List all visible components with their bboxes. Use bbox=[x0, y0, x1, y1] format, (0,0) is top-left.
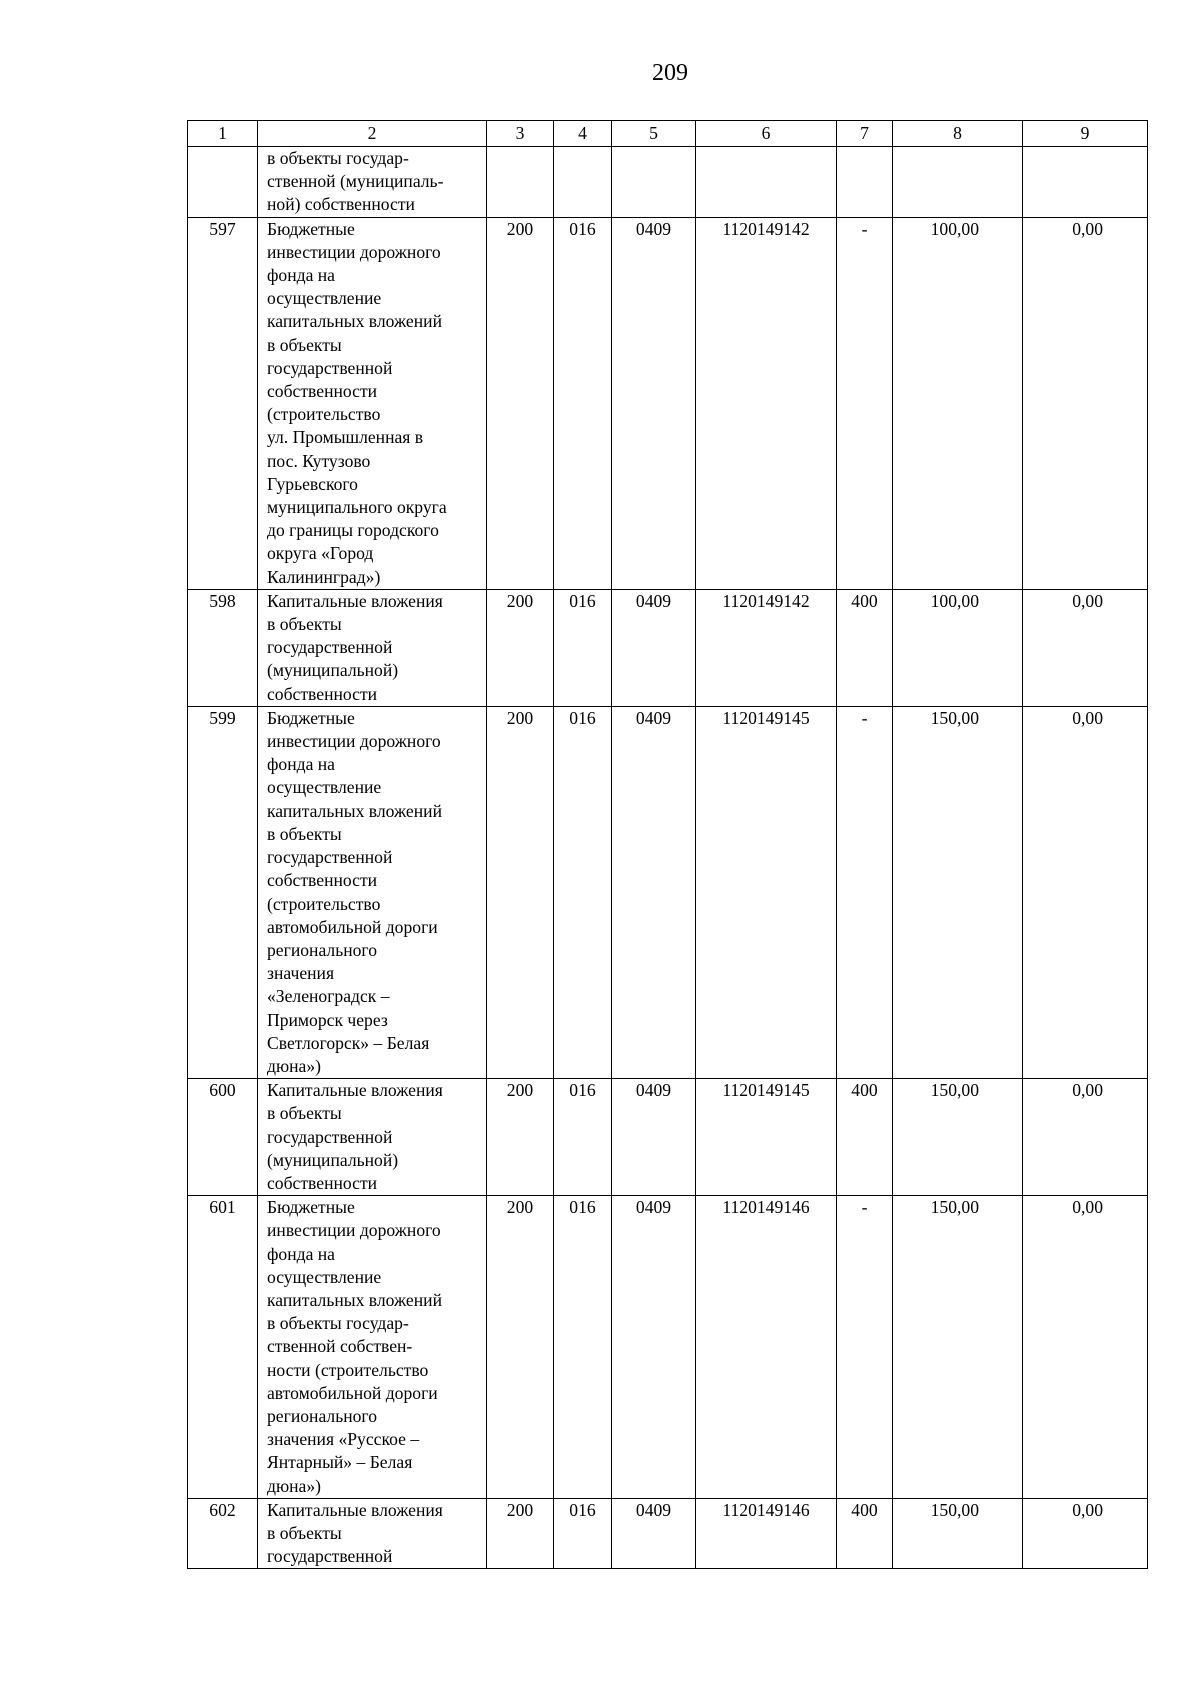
code-cell: 0409 bbox=[612, 706, 696, 1078]
description-line: дюна») bbox=[267, 1475, 321, 1496]
code-cell: 200 bbox=[487, 706, 554, 1078]
column-header: 7 bbox=[837, 121, 893, 147]
description-line: в объекты государ- bbox=[267, 1313, 409, 1334]
code-cell: 1120149145 bbox=[696, 1079, 837, 1196]
code-cell: 0409 bbox=[612, 1079, 696, 1196]
description-line: дюна») bbox=[267, 1055, 321, 1076]
description-line: инвестиции дорожного bbox=[267, 241, 441, 262]
code-cell: 016 bbox=[554, 1498, 612, 1569]
code-cell: 400 bbox=[837, 1079, 893, 1196]
row-description bbox=[258, 1079, 487, 1196]
row-number: 601 bbox=[188, 1196, 258, 1499]
amount-cell: 150,00 bbox=[893, 706, 1023, 1078]
description-line: ственной (муниципаль- bbox=[267, 171, 444, 192]
description-line: осуществление bbox=[267, 777, 382, 798]
description-line: Капитальные вложения bbox=[267, 590, 443, 611]
code-cell bbox=[612, 147, 696, 218]
page-number: 209 bbox=[652, 60, 688, 86]
description-line: фонда на bbox=[267, 1243, 335, 1264]
description-line: собственности bbox=[267, 870, 378, 891]
description-line: Приморск через bbox=[267, 1009, 388, 1030]
description-line: государственной bbox=[267, 1126, 393, 1147]
description-line: государственной bbox=[267, 357, 393, 378]
code-cell: 1120149145 bbox=[696, 706, 837, 1078]
code-cell: 200 bbox=[487, 1196, 554, 1499]
amount-cell: 100,00 bbox=[893, 217, 1023, 589]
description-line: Капитальные вложения bbox=[267, 1080, 443, 1101]
description-line: Бюджетные bbox=[267, 218, 355, 239]
amount-cell: 0,00 bbox=[1023, 589, 1148, 706]
column-header: 5 bbox=[612, 121, 696, 147]
description-line: ной) собственности bbox=[267, 194, 415, 215]
code-cell: 200 bbox=[487, 589, 554, 706]
description-line: фонда на bbox=[267, 265, 335, 286]
code-cell bbox=[487, 147, 554, 218]
description-line: до границы городского bbox=[267, 520, 439, 541]
description-line: автомобильной дороги bbox=[267, 1382, 438, 1403]
description-line: ности (строительство bbox=[267, 1359, 429, 1380]
code-cell: 016 bbox=[554, 589, 612, 706]
description-line: значения «Русское – bbox=[267, 1429, 420, 1450]
amount-cell: 0,00 bbox=[1023, 1079, 1148, 1196]
code-cell: 0409 bbox=[612, 1498, 696, 1569]
amount-cell: 0,00 bbox=[1023, 217, 1148, 589]
description-line: (муниципальной) bbox=[267, 660, 399, 681]
row-number: 597 bbox=[188, 217, 258, 589]
amount-cell: 150,00 bbox=[893, 1498, 1023, 1569]
row-description bbox=[258, 1196, 487, 1499]
description-line: собственности bbox=[267, 1172, 378, 1193]
code-cell: 1120149142 bbox=[696, 217, 837, 589]
row-description bbox=[258, 1498, 487, 1569]
code-cell: 1120149146 bbox=[696, 1196, 837, 1499]
code-cell: 016 bbox=[554, 706, 612, 1078]
description-line: в объекты bbox=[267, 1522, 342, 1543]
code-cell: 0409 bbox=[612, 589, 696, 706]
description-line: фонда на bbox=[267, 754, 335, 775]
code-cell: - bbox=[837, 217, 893, 589]
code-cell: - bbox=[837, 1196, 893, 1499]
code-cell: 016 bbox=[554, 1196, 612, 1499]
row-number: 599 bbox=[188, 706, 258, 1078]
description-line: капитальных вложений bbox=[267, 800, 442, 821]
table-row bbox=[188, 706, 1148, 1078]
description-line: Калининград») bbox=[267, 566, 381, 587]
description-line: в объекты bbox=[267, 1103, 342, 1124]
description-line: Светлогорск» – Белая bbox=[267, 1032, 430, 1053]
column-header: 9 bbox=[1023, 121, 1148, 147]
amount-cell: 0,00 bbox=[1023, 706, 1148, 1078]
code-cell: 016 bbox=[554, 1079, 612, 1196]
description-line: инвестиции дорожного bbox=[267, 1220, 441, 1241]
description-line: в объекты bbox=[267, 614, 342, 635]
description-line: ул. Промышленная в bbox=[267, 427, 424, 448]
column-header: 2 bbox=[258, 121, 487, 147]
description-line: округа «Город bbox=[267, 543, 374, 564]
table-row bbox=[188, 1079, 1148, 1196]
table-row bbox=[188, 217, 1148, 589]
description-line: значения bbox=[267, 963, 335, 984]
description-line: (строительство bbox=[267, 893, 381, 914]
description-line: инвестиции дорожного bbox=[267, 731, 441, 752]
description-line: капитальных вложений bbox=[267, 1289, 442, 1310]
description-line: Бюджетные bbox=[267, 707, 355, 728]
amount-cell: 0,00 bbox=[1023, 1498, 1148, 1569]
code-cell: 1120149146 bbox=[696, 1498, 837, 1569]
code-cell: 200 bbox=[487, 1079, 554, 1196]
description-line: «Зеленоградск – bbox=[267, 986, 390, 1007]
row-number bbox=[188, 147, 258, 218]
amount-cell: 150,00 bbox=[893, 1079, 1023, 1196]
amount-cell: 100,00 bbox=[893, 589, 1023, 706]
column-number-row bbox=[188, 121, 1148, 147]
description-line: собственности bbox=[267, 683, 378, 704]
description-line: Капитальные вложения bbox=[267, 1499, 443, 1520]
description-line: государственной bbox=[267, 847, 393, 868]
code-cell: 0409 bbox=[612, 1196, 696, 1499]
code-cell: 016 bbox=[554, 217, 612, 589]
code-cell: 200 bbox=[487, 217, 554, 589]
description-line: регионального bbox=[267, 939, 378, 960]
column-header: 4 bbox=[554, 121, 612, 147]
code-cell bbox=[837, 147, 893, 218]
amount-cell bbox=[893, 147, 1023, 218]
description-line: в объекты bbox=[267, 334, 342, 355]
description-line: Бюджетные bbox=[267, 1197, 355, 1218]
description-line: ственной собствен- bbox=[267, 1336, 413, 1357]
row-number: 600 bbox=[188, 1079, 258, 1196]
code-cell bbox=[554, 147, 612, 218]
row-description bbox=[258, 706, 487, 1078]
description-line: осуществление bbox=[267, 288, 382, 309]
code-cell bbox=[696, 147, 837, 218]
budget-table bbox=[187, 120, 1148, 1569]
column-header: 3 bbox=[487, 121, 554, 147]
table-row bbox=[188, 1498, 1148, 1569]
description-line: в объекты bbox=[267, 823, 342, 844]
row-description bbox=[258, 217, 487, 589]
code-cell: 200 bbox=[487, 1498, 554, 1569]
row-description bbox=[258, 147, 487, 218]
table-row bbox=[188, 147, 1148, 218]
code-cell: 1120149142 bbox=[696, 589, 837, 706]
description-line: муниципального округа bbox=[267, 497, 447, 518]
description-line: осуществление bbox=[267, 1266, 382, 1287]
amount-cell: 150,00 bbox=[893, 1196, 1023, 1499]
row-number: 598 bbox=[188, 589, 258, 706]
code-cell: 0409 bbox=[612, 217, 696, 589]
description-line: (муниципальной) bbox=[267, 1149, 399, 1170]
row-number: 602 bbox=[188, 1498, 258, 1569]
column-header: 6 bbox=[696, 121, 837, 147]
description-line: собственности bbox=[267, 381, 378, 402]
code-cell: 400 bbox=[837, 589, 893, 706]
description-line: в объекты государ- bbox=[267, 148, 409, 168]
description-line: регионального bbox=[267, 1405, 378, 1426]
description-line: пос. Кутузово bbox=[267, 450, 371, 471]
description-line: государственной bbox=[267, 637, 393, 658]
table-row bbox=[188, 1196, 1148, 1499]
description-line: капитальных вложений bbox=[267, 311, 442, 332]
table-row bbox=[188, 589, 1148, 706]
code-cell: - bbox=[837, 706, 893, 1078]
description-line: Янтарный» – Белая bbox=[267, 1452, 413, 1473]
description-line: автомобильной дороги bbox=[267, 916, 438, 937]
code-cell: 400 bbox=[837, 1498, 893, 1569]
description-line: (строительство bbox=[267, 404, 381, 425]
amount-cell: 0,00 bbox=[1023, 1196, 1148, 1499]
description-line: государственной bbox=[267, 1546, 393, 1567]
amount-cell bbox=[1023, 147, 1148, 218]
column-header: 8 bbox=[893, 121, 1023, 147]
column-header: 1 bbox=[188, 121, 258, 147]
description-line: Гурьевского bbox=[267, 473, 358, 494]
row-description bbox=[258, 589, 487, 706]
